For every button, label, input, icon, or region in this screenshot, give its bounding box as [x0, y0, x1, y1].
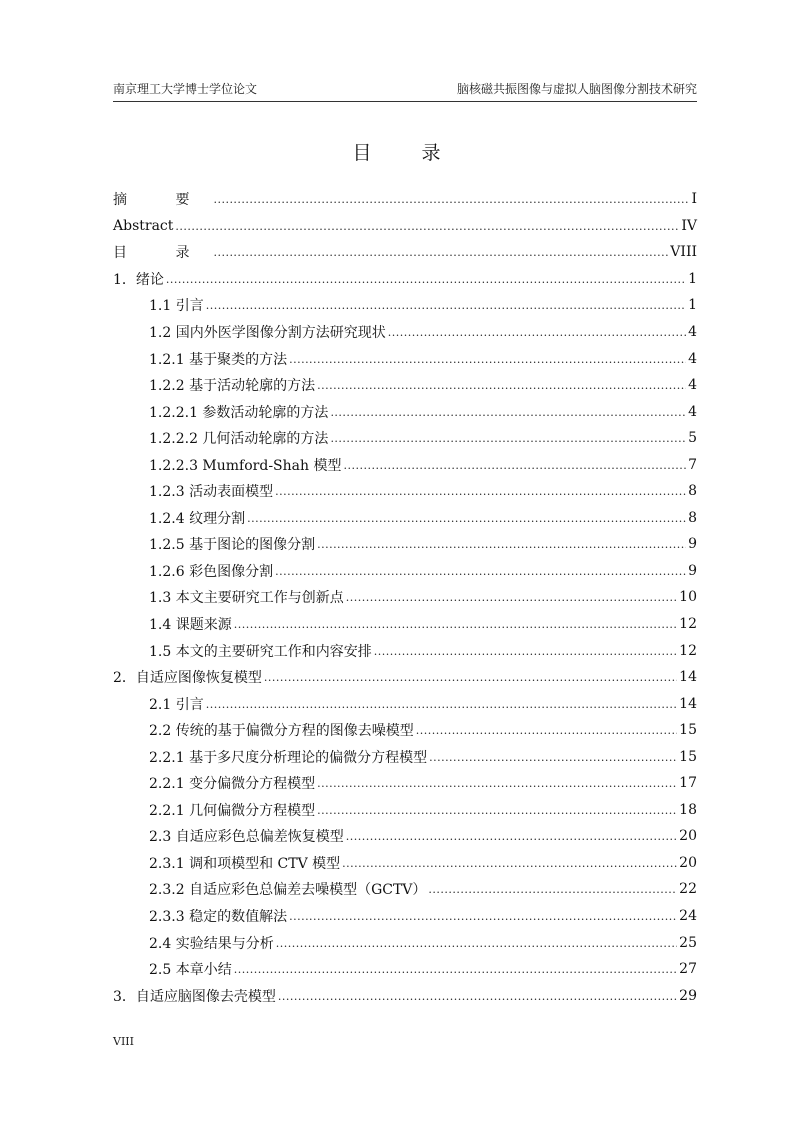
toc-entry-page: I	[691, 191, 697, 208]
toc-dot-leader	[278, 988, 677, 1004]
toc-dot-leader	[346, 589, 677, 605]
toc-entry-page: IV	[681, 217, 697, 234]
toc-entry[interactable]	[113, 770, 697, 797]
toc-dot-leader	[276, 935, 677, 951]
toc-dot-leader	[343, 457, 686, 473]
toc-dot-leader	[317, 802, 677, 818]
toc-entry-page: 17	[679, 775, 697, 792]
toc-entry-page: 10	[679, 589, 697, 606]
toc-dot-leader	[166, 271, 686, 287]
toc-entry[interactable]	[113, 531, 697, 558]
toc-entry-page: 22	[679, 881, 697, 898]
toc-dot-leader	[206, 696, 677, 712]
toc-entry-label: 1.2.6 彩色图像分割	[149, 563, 274, 580]
toc-entry-label: 2.3.1 调和项模型和 CTV 模型	[149, 855, 341, 872]
toc-entry-page: 1	[688, 270, 697, 287]
toc-entry-page: 18	[679, 801, 697, 818]
toc-entry[interactable]	[113, 372, 697, 399]
toc-dot-leader	[289, 351, 686, 367]
toc-dot-leader	[330, 404, 686, 420]
toc-entry[interactable]	[113, 345, 697, 372]
toc-entry-label: Abstract	[113, 217, 174, 234]
toc-entry-label: 1．绪论	[113, 271, 164, 288]
toc-entry[interactable]	[113, 956, 697, 983]
toc-entry-label: 1.1 引言	[149, 298, 204, 315]
toc-entry-label: 2.2.1 几何偏微分方程模型	[149, 802, 316, 819]
toc-entry[interactable]	[113, 637, 697, 664]
toc-dot-leader	[317, 536, 686, 552]
toc-entry-page: 8	[688, 483, 697, 500]
toc-entry-label: 1.2.4 纹理分割	[149, 510, 246, 527]
toc-entry-label: 3．自适应脑图像去壳模型	[113, 988, 276, 1005]
toc-entry-label: 1.2 国内外医学图像分割方法研究现状	[149, 325, 386, 341]
toc-entry[interactable]	[113, 505, 697, 532]
toc-entry-page: 12	[679, 642, 697, 659]
toc-entry-page: 24	[679, 908, 697, 925]
header-left-text: 南京理工大学博士学位论文	[113, 82, 258, 96]
toc-entry-label: 1.2.2 基于活动轮廓的方法	[149, 378, 316, 395]
toc-dot-leader	[342, 855, 677, 871]
toc-entry[interactable]	[113, 186, 697, 213]
toc-entry-page: 4	[688, 324, 697, 340]
toc-entry-label: 1.2.3 活动表面模型	[149, 484, 274, 501]
toc-dot-leader	[275, 563, 686, 579]
toc-entry-page: 7	[688, 456, 697, 473]
toc-entry[interactable]	[113, 743, 697, 770]
toc-dot-leader	[428, 881, 677, 897]
toc-entry-page: 14	[679, 669, 697, 686]
toc-entry-page: 29	[679, 987, 697, 1004]
toc-entry-page: 5	[688, 430, 697, 447]
toc-entry[interactable]	[113, 823, 697, 850]
toc-entry-label: 2.5 本章小结	[149, 962, 232, 979]
toc-entry-page: VIII	[670, 244, 697, 261]
toc-entry[interactable]	[113, 239, 697, 266]
toc-entry[interactable]	[113, 850, 697, 877]
toc-entry-page: 4	[688, 377, 697, 394]
toc-entry[interactable]	[113, 903, 697, 930]
toc-entry[interactable]	[113, 717, 697, 744]
page-header	[113, 80, 697, 100]
toc-entry-label: 2.2.1 变分偏微分方程模型	[149, 776, 316, 793]
page-number: VIII	[113, 1035, 134, 1048]
toc-entry-label: 1.5 本文的主要研究工作和内容安排	[149, 643, 372, 660]
toc-dot-leader	[429, 749, 677, 765]
toc-entry[interactable]	[113, 797, 697, 824]
toc-dot-leader	[416, 722, 677, 738]
toc-entry-label: 1.2.2.2 几何活动轮廓的方法	[149, 431, 329, 448]
page-title: 目 录	[352, 142, 463, 164]
toc-entry-label: 2.2 传统的基于偏微分方程的图像去噪模型	[149, 723, 414, 740]
toc-dot-leader	[206, 297, 686, 313]
toc-entry-label: 1.4 课题来源	[149, 617, 232, 634]
header-right-text: 脑核磁共振图像与虚拟人脑图像分割技术研究	[456, 82, 697, 96]
toc-dot-leader	[374, 643, 677, 659]
toc-entry-label: 1.2.2.1 参数活动轮廓的方法	[149, 404, 329, 421]
toc-dot-leader	[234, 961, 677, 977]
toc-entry[interactable]	[113, 584, 697, 611]
toc-entry-page: 4	[688, 350, 697, 367]
toc-entry-page: 15	[679, 722, 697, 739]
toc-entry[interactable]	[113, 266, 697, 293]
toc-entry[interactable]	[113, 478, 697, 505]
toc-entry[interactable]	[113, 982, 697, 1009]
header-divider	[113, 101, 697, 102]
toc-entry-page: 25	[679, 934, 697, 951]
toc-entry-page: 8	[688, 509, 697, 526]
toc-entry-label: 2.3.2 自适应彩色总偏差去噪模型（GCTV）	[149, 882, 427, 899]
toc-entry-label: 2.1 引言	[149, 696, 204, 713]
toc-entry[interactable]	[113, 398, 697, 425]
toc-entry[interactable]	[113, 611, 697, 638]
toc-entry-label: 摘 要	[113, 192, 212, 209]
toc-entry-label: 1.2.2.3 Mumford-Shah 模型	[149, 457, 342, 474]
toc-entry[interactable]	[113, 213, 697, 240]
toc-dot-leader	[234, 616, 677, 632]
toc-dot-leader	[213, 244, 668, 260]
toc-dot-leader	[264, 669, 677, 685]
toc-entry-page: 4	[688, 403, 697, 420]
toc-entry-page: 27	[679, 961, 697, 978]
toc-entry[interactable]	[113, 664, 697, 691]
toc-entry-label: 目 录	[113, 245, 212, 262]
toc-entry[interactable]	[113, 690, 697, 717]
table-of-contents	[113, 186, 697, 1009]
toc-dot-leader	[175, 218, 679, 234]
toc-dot-leader	[289, 908, 677, 924]
toc-entry-label: 2.4 实验结果与分析	[149, 935, 274, 952]
toc-entry[interactable]	[113, 558, 697, 585]
toc-dot-leader	[275, 483, 686, 499]
toc-entry-label: 1.2.5 基于图论的图像分割	[149, 537, 316, 554]
toc-entry-label: 1.2.1 基于聚类的方法	[149, 351, 288, 368]
toc-entry[interactable]	[113, 929, 697, 956]
toc-entry-page: 12	[679, 616, 697, 633]
toc-entry-page: 1	[688, 297, 697, 314]
toc-entry[interactable]	[113, 451, 697, 478]
toc-entry[interactable]	[113, 425, 697, 452]
toc-dot-leader	[388, 324, 686, 340]
toc-entry-label: 1.3 本文主要研究工作与创新点	[149, 590, 344, 607]
toc-dot-leader	[317, 377, 686, 393]
toc-dot-leader	[247, 510, 686, 526]
toc-entry[interactable]	[113, 876, 697, 903]
toc-dot-leader	[346, 828, 677, 844]
toc-entry-label: 2.3.3 稳定的数值解法	[149, 909, 288, 926]
toc-dot-leader	[330, 430, 686, 446]
toc-entry-page: 9	[688, 562, 697, 579]
toc-entry[interactable]	[113, 319, 697, 346]
toc-entry-label: 2．自适应图像恢复模型	[113, 670, 262, 687]
toc-entry[interactable]	[113, 292, 697, 319]
toc-entry-page: 15	[679, 748, 697, 765]
toc-dot-leader	[213, 191, 689, 207]
toc-entry-label: 2.2.1 基于多尺度分析理论的偏微分方程模型	[149, 749, 428, 766]
toc-entry-page: 9	[688, 536, 697, 553]
toc-entry-label: 2.3 自适应彩色总偏差恢复模型	[149, 829, 344, 846]
toc-entry-page: 20	[679, 854, 697, 871]
toc-entry-page: 14	[679, 695, 697, 712]
toc-entry-page: 20	[679, 828, 697, 845]
toc-dot-leader	[317, 775, 677, 791]
